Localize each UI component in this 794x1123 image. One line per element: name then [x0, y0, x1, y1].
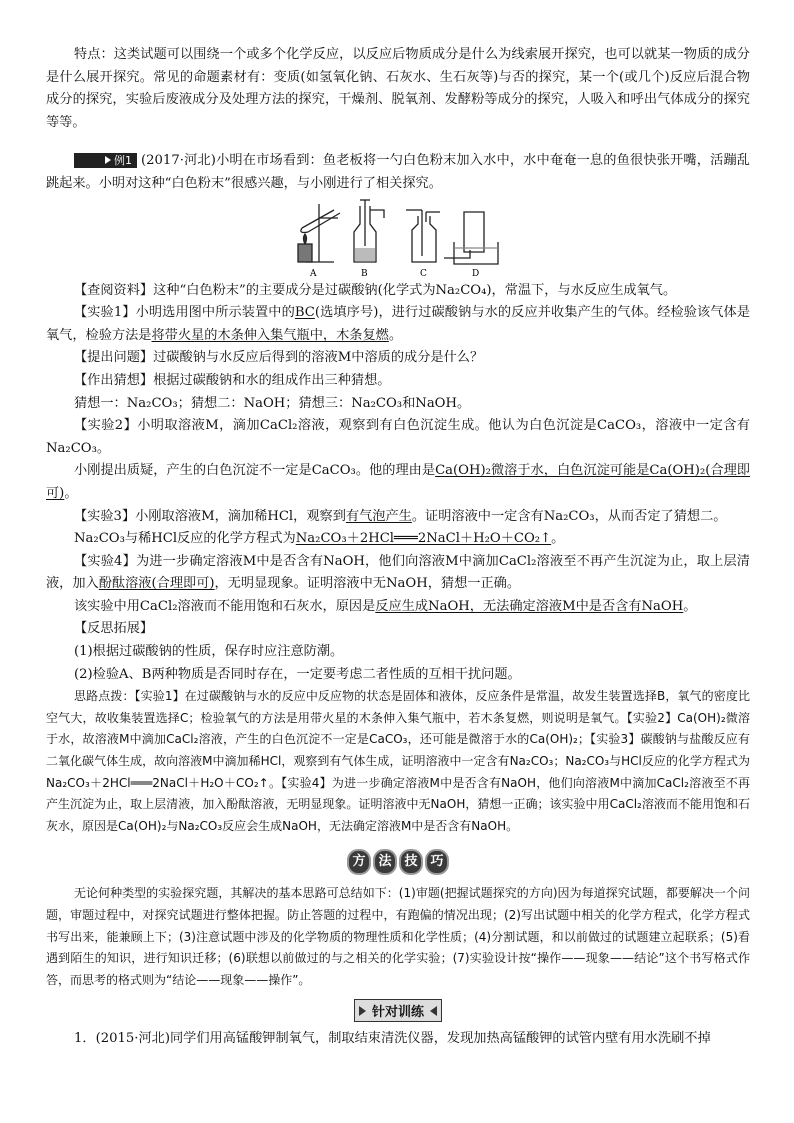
triangle-icon: [105, 156, 111, 164]
apparatus-c: [406, 210, 440, 262]
label-d: D: [472, 268, 480, 278]
label-c: C: [420, 268, 427, 278]
label-a: A: [310, 268, 317, 278]
example-1: [46, 150, 750, 195]
question-1: 1．(2015·河北)同学们用高锰酸钾制氧气，制取结束清洗仪器，发现加热高锰酸钾的试管内壁有用水洗刷不掉: [74, 1031, 711, 1047]
document-page: [46, 44, 750, 1051]
arrow-left-icon: [430, 1006, 437, 1016]
answer-blank: 有气泡产生: [345, 508, 412, 524]
training-heading: 针对训练: [46, 999, 750, 1022]
apparatus-d: [444, 212, 498, 264]
answer-blank: 反应生成NaOH，无法确定溶液M中是否含有NaOH: [375, 598, 684, 614]
experiment-3: 【实验3】小刚取溶液M，滴加稀HCl，观察到有气泡产生。证明溶液中一定含有Na₂CO₃，从而否定了猜想二。: [74, 508, 727, 524]
apparatus-b: [354, 200, 384, 262]
banner-char: 技: [399, 849, 423, 875]
apparatus-a: [298, 204, 340, 262]
question-raised: 【提出问题】过碳酸钠与水反应后得到的溶液M中溶质的成分是什么？: [74, 350, 484, 366]
experiment-2: 【实验2】小明取溶液M，滴加CaCl₂溶液，观察到有白色沉淀生成。他认为白色沉淀是CaCO₃，溶液中一定含有Na₂CO₃。: [46, 418, 750, 456]
reflection-heading: 【反思拓展】: [74, 621, 154, 637]
example-badge: 例1: [74, 153, 137, 168]
method-paragraph: 无论何种类型的实验探究题，其解决的基本思路可总结如下：(1)审题(把握试题探究的方向)因为每道探究试题，都要解决一个问题，审题过程中，对探究试题进行整体把握。防止答题的过程中，有跑偏的情况出现；(2)写出试题中相关的化学方程式，化学方程式书写出来，能兼顾上下；(3)注意试题中涉及的化学物质的物理性质和化学性质；(4)分割试题，和以前做过的试题建立起联系；(5)看遇到陌生的知识，进行知识迁移；(6)联想以前做过的与之相关的化学实验；(7)实验设计按“操作——现象——结论”这个书写格式作答，而思考的格式则为“结论——现象——操作”。: [46, 886, 750, 987]
equation-line: Na₂CO₃与稀HCl反应的化学方程式为Na₂CO₃＋2HCl═══2NaCl＋H₂O＋CO₂↑。: [74, 531, 565, 547]
reason-line: 该实验中用CaCl₂溶液而不能用饱和石灰水，原因是反应生成NaOH，无法确定溶液M中是否含有NaOH。: [74, 598, 697, 614]
banner-char: 法: [373, 849, 397, 875]
experiment-4: 【实验4】为进一步确定溶液M中是否含有NaOH，他们向溶液M中滴加CaCl₂溶液至不再产生沉淀为止，取上层清液，加入酚酞溶液(合理即可)，无明显现象。证明溶液中无NaOH，猜想一正确。: [46, 553, 750, 592]
analysis-paragraph: 思路点拨：【实验1】在过碳酸钠与水的反应中反应物的状态是固体和液体，反应条件是常温，故发生装置选择B，氧气的密度比空气大，故收集装置选择C；检验氧气的方法是用带火星的木条伸入集气瓶中，若木条复燃，则说明是氧气。【实验2】Ca(OH)₂微溶于水，故溶液M中滴加CaCl₂溶液，产生的白色沉淀不一定是CaCO₃，还可能是微溶于水的Ca(OH)₂；【实验3】碳酸钠与盐酸反应有二氧化碳气体生成，故向溶液M中滴加稀HCl，观察到有气体生成，证明溶液中一定含有Na₂CO₃；Na₂CO₃与HCl反应的化学方程式为Na₂CO₃＋2HCl═══2NaCl＋H₂O＋CO₂↑。【实验4】为进一步确定溶液M中是否含有NaOH，他们向溶液M中滴加CaCl₂溶液至不再产生沉淀为止，取上层清液，加入酚酞溶液，无明显现象。证明溶液中无NaOH，猜想一正确；该实验中用CaCl₂溶液而不能用饱和石灰水，原因是Ca(OH)₂与Na₂CO₃反应会生成NaOH，无法确定溶液M中是否含有NaOH。: [46, 689, 750, 833]
hypothesis-list: 猜想一：Na₂CO₃；猜想二：NaOH；猜想三：Na₂CO₃和NaOH。: [74, 395, 471, 411]
apparatus-figure: [46, 198, 750, 278]
hypothesis: 【作出猜想】根据过碳酸钠和水的组成作出三种猜想。: [74, 372, 391, 388]
method-banner: [46, 849, 750, 875]
reflection-2: (2)检验A、B两种物质是否同时存在，一定要考虑二者性质的互相干扰问题。: [74, 666, 521, 682]
reference-info: 【查阅资料】这种“白色粉末”的主要成分是过碳酸钠(化学式为Na₂CO₄)，常温下，与水反应生成氧气。: [74, 282, 677, 298]
answer-blank: Ca(OH)₂微溶于水，白色沉淀可能是Ca(OH)₂(合理即可): [46, 463, 750, 501]
banner-char: 巧: [425, 849, 449, 875]
arrow-right-icon: [359, 1006, 366, 1016]
reflection-1: (1)根据过碳酸钠的性质，保存时应注意防潮。: [74, 644, 344, 660]
answer-blank: 将带火星的木条伸入集气瓶中，木条复燃: [151, 327, 389, 343]
label-b: B: [361, 268, 368, 278]
doubt: 小刚提出质疑，产生的白色沉淀不一定是CaCO₃。他的理由是Ca(OH)₂微溶于水，白色沉淀可能是Ca(OH)₂(合理即可)。: [46, 463, 750, 501]
example-text: (2017·河北)小明在市场看到：鱼老板将一勺白色粉末加入水中，水中奄奄一息的鱼很快张开嘴，活蹦乱跳起来。小明对这种“白色粉末”很感兴趣，与小刚进行了相关探究。: [46, 153, 750, 191]
banner-char: 方: [347, 849, 371, 875]
answer-blank: BC: [294, 305, 315, 321]
experiment-1: 【实验1】小明选用图中所示装置中的BC(选填序号)，进行过碳酸钠与水的反应并收集产生的气体。经检验该气体是氧气，检验方法是将带火星的木条伸入集气瓶中，木条复燃。: [46, 305, 751, 343]
answer-blank: 酚酞溶液(合理即可): [98, 576, 215, 592]
intro-paragraph: 特点：这类试题可以围绕一个或多个化学反应，以反应后物质成分是什么为线索展开探究，也可以就某一物质的成分是什么展开探究。常见的命题素材有：变质(如氢氧化钠、石灰水、生石灰等)与否的探究，某一个(或几个)反应后混合物成分的探究，实验后废液成分及处理方法的探究，干燥剂、脱氧剂、发酵粉等成分的探究，人吸入和呼出气体成分的探究等等。: [46, 47, 750, 130]
answer-blank: Na₂CO₃＋2HCl═══2NaCl＋H₂O＋CO₂↑: [295, 531, 552, 547]
